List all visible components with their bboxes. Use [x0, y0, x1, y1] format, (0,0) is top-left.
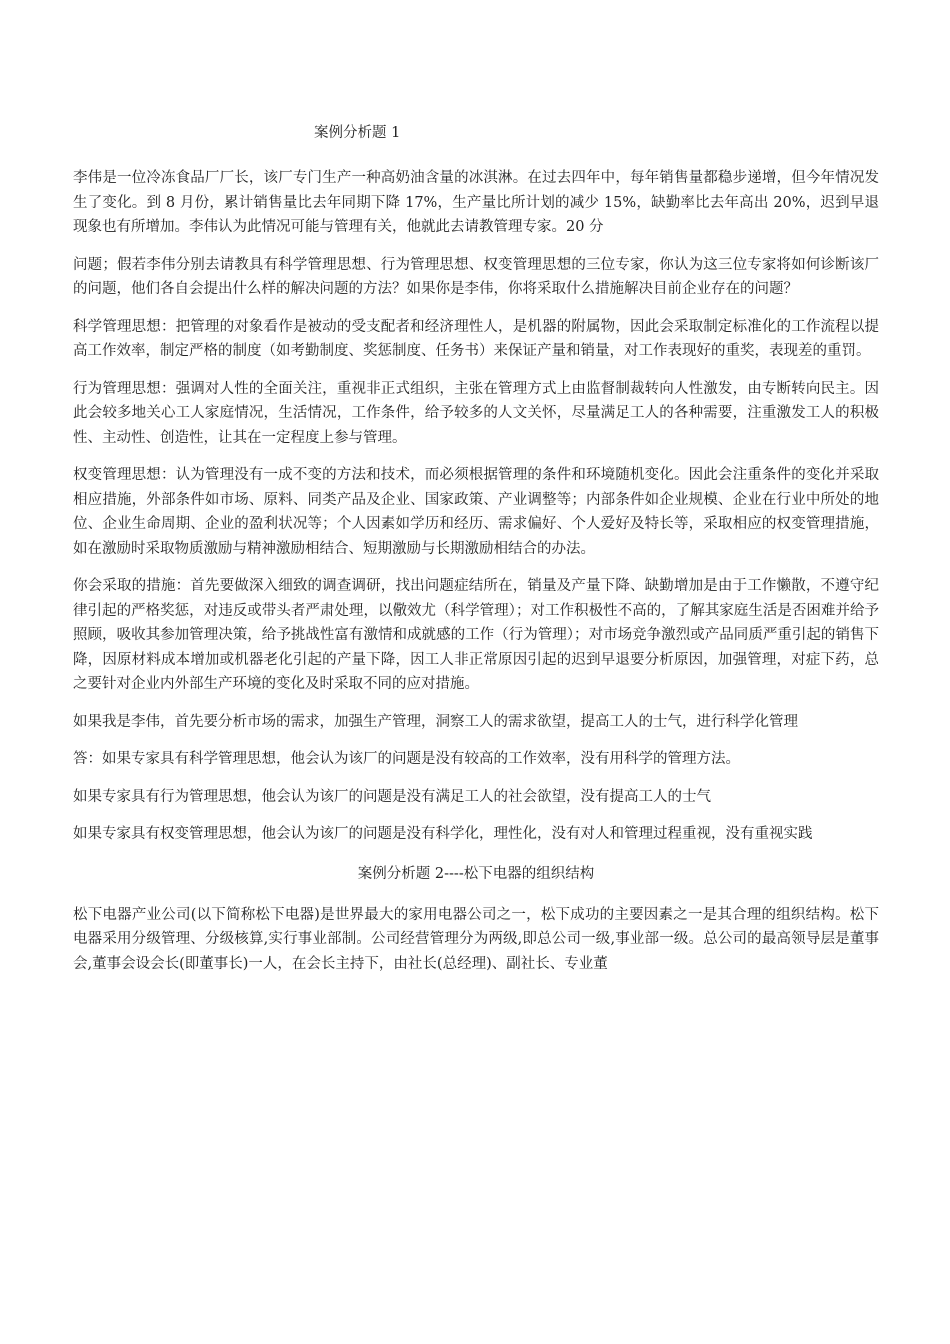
answer-scientific: 答：如果专家具有科学管理思想，他会认为该厂的问题是没有较高的工作效率，没有用科学的管理方法。 — [73, 751, 740, 767]
document-page — [73, 120, 879, 989]
case-2-intro: 松下电器产业公司(以下简称松下电器)是世界最大的家用电器公司之一，松下成功的主要因素之一是其合理的组织结构。松下电器采用分级管理、分级核算,实行事业部制。公司经营管理分为两级,即总公司一级,事业部一级。总公司的最高领导层是董事会,董事会设会长(即董事长)一人，在会长主持下，由社长(总经理)、副社长、专业董 — [73, 906, 879, 972]
case-title-1: 案例分析题 1 — [314, 125, 401, 141]
measures-answer: 你会采取的措施：首先要做深入细致的调查调研，找出问题症结所在，销量及产量下降、缺勤增加是由于工作懒散，不遵守纪律引起的严格奖惩，对违反或带头者严肃处理，以儆效尤（科学管理）；对工作积极性不高的，了解其家庭生活是否困难并给予照顾，吸收其参加管理决策，给予挑战性富有激情和成就感的工作（行为管理）；对市场竞争激烈或产品同质严重引起的销售下降，因原材料成本增加或机器老化引起的产量下降，因工人非正常原因引起的迟到早退要分析原因，加强管理，对症下药，总之要针对企业内外部生产环境的变化及时采取不同的应对措施。 — [73, 578, 879, 692]
if-i-were-li-wei: 如果我是李伟，首先要分析市场的需求，加强生产管理，洞察工人的需求欲望，提高工人的士气，进行科学化管理 — [73, 713, 798, 730]
contingency-management-answer: 权变管理思想：认为管理没有一成不变的方法和技术，而必须根据管理的条件和环境随机变化。因此会注重条件的变化并采取相应措施，外部条件如市场、原料、同类产品及企业、国家政策、产业调整等；内部条件如企业规模、企业在行业中所处的地位、企业生命周期、企业的盈利状况等；个人因素如学历和经历、需求偏好、个人爱好及特长等，采取相应的权变管理措施，如在激励时采取物质激励与精神激励相结合、短期激励与长期激励相结合的办法。 — [73, 467, 879, 557]
answer-contingency: 如果专家具有权变管理思想，他会认为该厂的问题是没有科学化，理性化，没有对人和管理过程重视，没有重视实践 — [73, 826, 813, 842]
scientific-management-answer: 科学管理思想：把管理的对象看作是被动的受支配者和经济理性人，是机器的附属物，因此会采取制定标准化的工作流程以提高工作效率，制定严格的制度（如考勤制度、奖惩制度、任务书）来保证产量和销量，对工作表现好的重奖，表现差的重罚。 — [73, 318, 879, 359]
answer-behavioral: 如果专家具有行为管理思想，他会认为该厂的问题是没有满足工人的社会欲望，没有提高工人的士气 — [73, 788, 711, 805]
case-1-question: 问题；假若李伟分别去请教具有科学管理思想、行为管理思想、权变管理思想的三位专家，你认为这三位专家将如何诊断该厂的问题，他们各自会提出什么样的解决问题的方法？如果你是李伟，你将采取什么措施解决目前企业存在的问题？ — [73, 256, 879, 297]
behavioral-management-answer: 行为管理思想：强调对人性的全面关注，重视非正式组织，主张在管理方式上由监督制裁转向人性激发，由专断转向民主。因此会较多地关心工人家庭情况，生活情况，工作条件，给予较多的人文关怀，尽量满足工人的各种需要，注重激发工人的积极性、主动性、创造性，让其在一定程度上参与管理。 — [73, 380, 879, 446]
case-1-background: 李伟是一位冷冻食品厂厂长，该厂专门生产一种高奶油含量的冰淇淋。在过去四年中，每年销售量都稳步递增，但今年情况发生了变化。到 8 月份，累计销售量比去年同期下降 17%，生产量比所计划的减少 15%，缺勤率比去年高出 20%，迟到早退现象也有所增加。李伟认为此情况可能与管理有关，他就此去请教管理专家。20 分 — [73, 170, 879, 235]
case-title-2: 案例分析题 2----松下电器的组织结构 — [357, 865, 595, 882]
